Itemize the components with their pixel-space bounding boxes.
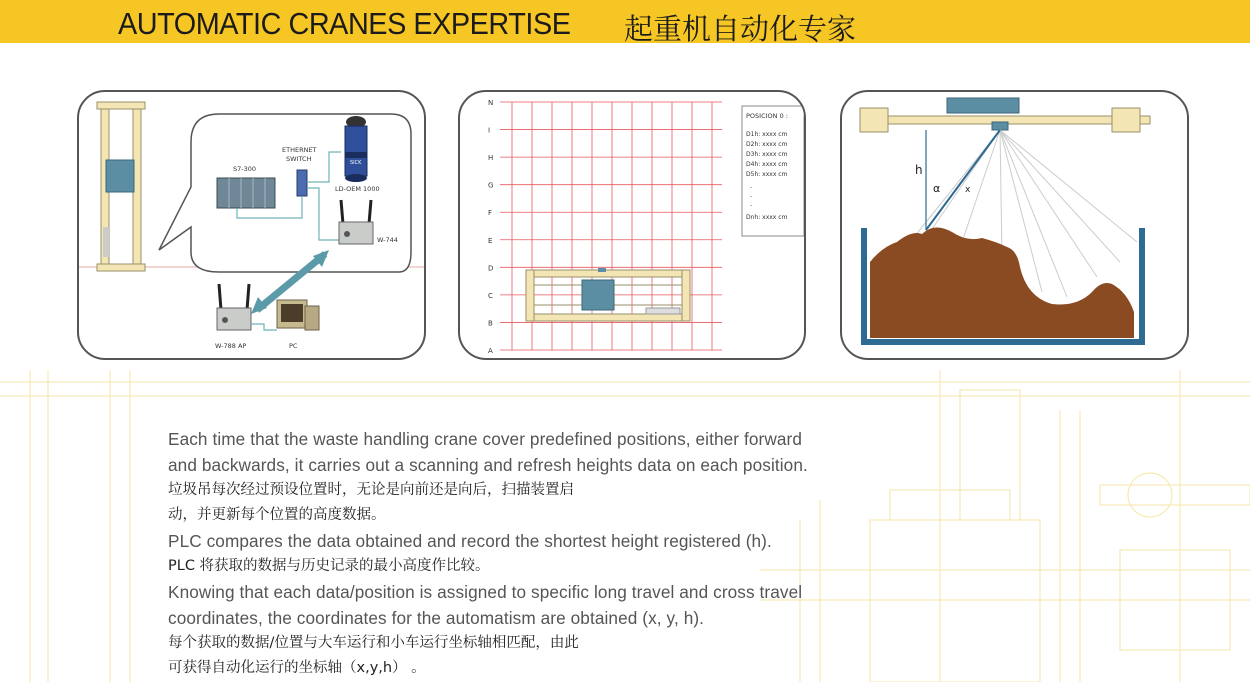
legend-row: D2h: xxxx cm [746,141,788,148]
scanning-diagram [842,92,1187,358]
network-diagram [79,92,424,358]
w788-label: W-788 AP [215,342,247,350]
legend-last-row: Dnh: xxxx cm [746,214,788,221]
legend-ellipsis-dot: . [750,200,753,208]
angle-label: α [933,182,941,195]
scanning-panel [840,90,1189,360]
paragraph-1-en-line-1: Each time that the waste handling crane cover predefined positions, either forward [168,429,802,449]
crane-beam [860,98,1150,132]
grid-row-label: G [488,181,494,190]
paragraph-1-cn-line-2: 动，并更新每个位置的高度数据。 [168,507,386,523]
paragraph-3-cn-line-2: 可获得自动化运行的坐标轴（x,y,h） 。 [168,660,426,676]
legend-ellipsis-dot: . [750,191,753,199]
paragraph-1-en-line-2: and backwards, it carries out a scanning and refresh heights data on each position. [168,455,808,475]
grid-row-label: I [488,126,491,135]
legend-title: POSICION 0 : [746,112,788,120]
distance-line [926,130,1000,230]
callout-bubble [159,114,411,272]
pc-label: PC [289,342,298,350]
grid-row-label: C [488,291,493,300]
network-diagram-panel [77,90,426,360]
position-grid-panel [458,90,806,360]
grid-row-label: E [488,236,493,245]
legend-row: D1h: xxxx cm [746,131,788,138]
ethernet-label: ETHERNET [282,146,317,154]
crane-side-view [97,102,145,271]
grid-row-label: N [488,99,494,107]
page-title: AUTOMATIC CRANES EXPERTISE [118,6,571,41]
plc-s7-300 [217,178,275,208]
s7-300-label: S7-300 [233,165,257,173]
grid-row-label: A [488,347,493,355]
switch-label: SWITCH [286,155,312,163]
page-title-chinese: 起重机自动化专家 [624,12,857,46]
paragraph-2-en: PLC compares the data obtained and record the shortest height registered (h). [168,531,772,551]
laser-scanner [345,116,367,182]
height-label: h [915,163,923,177]
grid-row-labels [488,99,493,355]
grid-row-label: F [488,209,493,218]
paragraph-3-en-line-2: coordinates, the coordinates for the automatism are obtained (x, y, h). [168,608,705,628]
w744-label: W-744 [377,236,398,244]
grid-row-label: D [488,264,494,273]
paragraph-2-cn: PLC 将获取的数据与历史记录的最小高度作比较。 [168,558,490,574]
legend-row: D3h: xxxx cm [746,151,788,158]
legend-row: D4h: xxxx cm [746,161,788,168]
legend-row: D5h: xxxx cm [746,171,788,178]
distance-label: x [965,185,971,195]
paragraph-1-cn-line-1: 垃圾吊每次经过预设位置时，无论是向前还是向后，扫描装置启 [168,482,574,498]
access-point-w788 [217,284,251,330]
ld-oem-label: LD-OEM 1000 [335,185,380,193]
grid-row-label: B [488,319,493,328]
grid-row-label: H [488,154,494,163]
header-bar [0,0,1250,46]
legend-ellipsis-dot: . [750,182,753,190]
description-text [168,426,888,681]
position-grid-diagram [460,92,804,358]
paragraph-3-cn-line-1: 每个获取的数据/位置与大车运行和小车运行坐标轴相匹配，由此 [168,635,579,651]
sick-label: SICK [350,160,362,166]
paragraph-3-en-line-1: Knowing that each data/position is assigned to specific long travel and cross travel [168,582,803,602]
ethernet-switch [297,170,307,196]
